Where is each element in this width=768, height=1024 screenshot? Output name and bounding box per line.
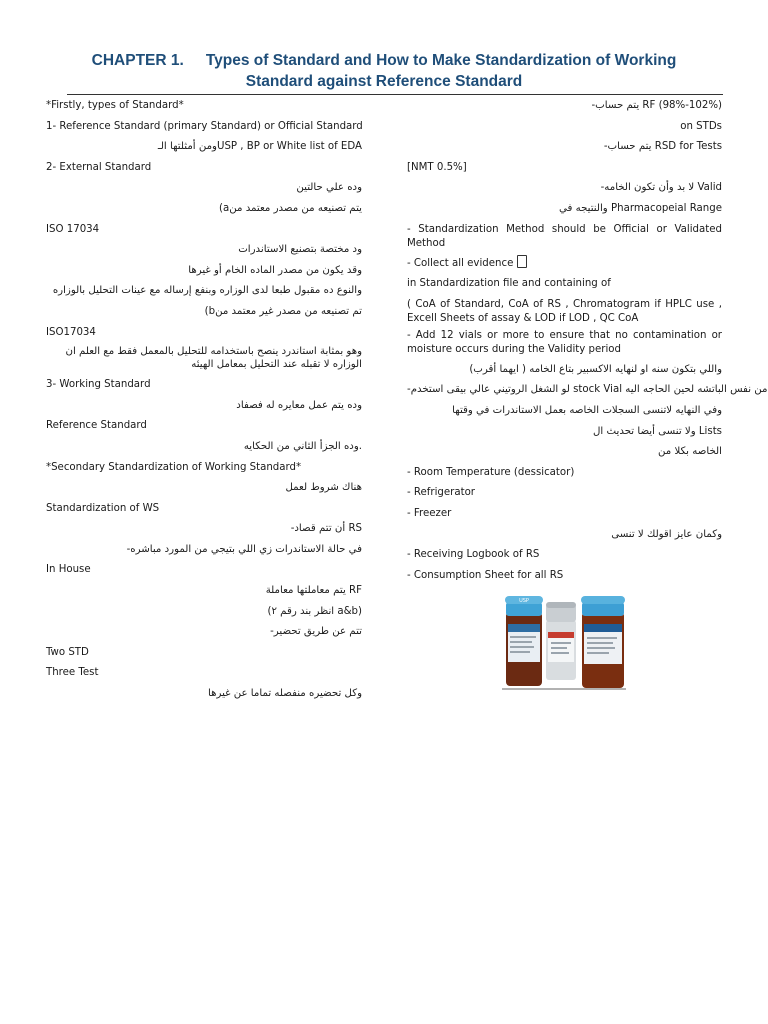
right-col-line-text: -لو الشغل الروتيني عالي بيقى استخدم stock Vial من نفس الباتشه لحين الحاجه اليه	[407, 384, 768, 396]
right-col-line-text: - Room Temperature (dessicator)	[407, 466, 575, 478]
left-col-line	[46, 345, 362, 371]
right-col-line-text: - Freezer	[407, 507, 452, 519]
left-col-line	[46, 261, 362, 282]
left-col-line	[46, 602, 362, 623]
left-col-line-text: -في حالة الاستاندرات زي اللي بتيجي من المورد مباشره	[126, 543, 362, 555]
right-col-line-text: واللي بتكون سنه او لنهايه الاكسبير بتاع الخامه ( ايهما أقرب)	[469, 363, 722, 375]
right-col-line	[407, 566, 722, 587]
left-col-line	[46, 117, 362, 138]
left-col-line	[46, 458, 362, 479]
left-col-line-text: (aيتم تصنيعه من مصدر معتمد من	[219, 202, 362, 214]
left-column	[46, 96, 362, 705]
right-col-line	[407, 254, 722, 275]
right-col-line	[407, 380, 768, 401]
left-col-line	[46, 199, 362, 220]
left-col-line-text: ISO17034	[46, 326, 96, 338]
right-col-line	[407, 442, 722, 463]
left-col-line-text: ISO 17034	[46, 223, 100, 235]
standard-vials-image	[496, 594, 632, 690]
left-col-line	[46, 396, 362, 417]
left-col-line-text: *Firstly, types of Standard*	[46, 100, 184, 111]
left-col-line	[46, 540, 362, 561]
left-col-line-text: 3- Working Standard	[46, 379, 151, 391]
left-col-line-text: ود مختصة بتصنيع الاستاندرات	[238, 244, 362, 256]
left-col-line	[46, 560, 362, 581]
left-col-line	[46, 96, 362, 117]
right-col-line-text: - Consumption Sheet for all RS	[407, 569, 564, 581]
right-col-line-text: - Collect all evidence	[407, 257, 514, 269]
right-col-line-text: on STDs	[680, 120, 722, 132]
right-col-line-text: - Add 12 vials or more to ensure that no contamination or moisture occurs during the Validity period	[407, 329, 722, 355]
vial-left	[505, 596, 543, 686]
title-divider	[67, 94, 723, 95]
left-col-line	[46, 581, 362, 602]
right-col-line-text: -لا بد وأن تكون الخامه Valid	[600, 182, 722, 194]
left-col-line-text: وده علي حالتين	[296, 182, 362, 194]
right-col-line	[407, 463, 722, 484]
right-col-line	[407, 545, 722, 566]
left-col-line-text: وهو بمثابة استاندرد ينصح باستخدامه للتحليل بالمعمل فقط مع العلم ان الوزاره لا تقبله عند التحليل بمعامل الهيئه	[65, 346, 362, 371]
left-col-line-text: 1- Reference Standard (primary Standard) or Official Standard	[46, 120, 363, 132]
left-col-line-text: وده الجزأ الثاني من الحكايه.	[243, 440, 362, 452]
left-col-line-text: هناك شروط لعمل	[285, 482, 362, 494]
vial-cap-label: USP	[519, 598, 529, 604]
left-col-line	[46, 375, 362, 396]
right-col-line	[407, 96, 722, 117]
right-col-line-text: - Receiving Logbook of RS	[407, 549, 540, 561]
left-col-line	[46, 416, 362, 437]
left-col-line	[46, 137, 362, 158]
left-col-line-text: (bتم تصنيعه من مصدر غير معتمد من	[204, 305, 362, 317]
right-column	[407, 96, 768, 586]
right-col-line	[407, 504, 722, 525]
left-col-line-text: Three Test	[46, 667, 99, 679]
right-col-line-text: in Standardization file and containing of	[407, 278, 611, 290]
right-col-line	[407, 483, 722, 504]
document-icon	[517, 255, 527, 268]
left-col-line-text: Reference Standard	[46, 420, 147, 432]
chapter-title	[46, 50, 722, 92]
left-col-line-text: ومن أمثلتها الـUSP , BP or White list of EDA	[157, 141, 362, 153]
right-col-line-text: وكمان عايز اقولك لا تنسى	[611, 528, 722, 540]
right-col-line	[407, 178, 722, 199]
left-col-line-text: Standardization of WS	[46, 502, 160, 514]
left-col-line	[46, 643, 362, 664]
left-col-line-text: In House	[46, 564, 91, 576]
right-col-line-text: - Refrigerator	[407, 487, 475, 499]
right-col-line	[407, 137, 722, 158]
chapter-number: CHAPTER 1.	[91, 52, 184, 69]
right-col-line-text: -يتم حساب RSD for Tests	[603, 141, 722, 153]
left-col-line-text: والنوع ده مقبول طبعا لدى الوزاره وبنفع إرساله مع عينات التحليل بالوزاره	[52, 285, 362, 297]
left-col-line-text: وده يتم عمل معايره له فصفاد	[236, 399, 362, 411]
left-col-line	[46, 323, 362, 344]
left-col-line	[46, 281, 362, 302]
left-col-line-text: وقد يكون من مصدر الماده الخام أو غيرها	[188, 264, 362, 276]
left-col-line-text: -تتم عن طريق تحضير	[270, 626, 362, 638]
left-col-line	[46, 519, 362, 540]
right-col-line-text: الخاصه بكلا من	[658, 446, 722, 458]
left-col-line	[46, 478, 362, 499]
vial-middle	[546, 602, 576, 680]
right-col-line	[407, 329, 722, 357]
right-col-line	[407, 199, 722, 220]
right-col-line	[407, 422, 722, 443]
left-col-line	[46, 499, 362, 520]
left-col-line	[46, 178, 362, 199]
right-col-line-text: والنتيجه في Pharmacopeial Range	[559, 202, 722, 214]
left-col-line	[46, 622, 362, 643]
left-col-line-text: 2- External Standard	[46, 161, 152, 173]
left-col-line	[46, 240, 362, 261]
left-col-line-text: (انظر بند رقم ٢ a&b)	[267, 605, 362, 617]
left-col-line	[46, 663, 362, 684]
left-col-line-text: وكل تحضيره منفصله تماما عن غيرها	[207, 688, 362, 700]
left-col-line	[46, 437, 362, 458]
left-col-line	[46, 220, 362, 241]
vial-right	[581, 596, 625, 688]
right-col-line	[407, 401, 722, 422]
chapter-title-line1: Types of Standard and How to Make Standardization of Working	[205, 52, 677, 69]
right-col-line-text: -يتم حساب RF (98%-102%)	[591, 100, 722, 111]
right-col-line	[407, 360, 722, 381]
right-col-line	[407, 274, 722, 295]
right-col-line	[407, 298, 722, 326]
left-col-line	[46, 302, 362, 323]
right-col-line-text: وفي النهايه لاتنسى السجلات الخاصه بعمل الاستاندرات في وقتها	[452, 404, 722, 416]
left-col-line-text: يتم معاملتها معاملة RF	[265, 585, 362, 597]
left-col-line-text: Two STD	[46, 646, 89, 658]
left-col-line	[46, 158, 362, 179]
right-col-line	[407, 158, 722, 179]
left-col-line-text: -أن تتم قصاد RS	[290, 523, 362, 535]
right-col-line	[407, 525, 722, 546]
right-col-line-text: [NMT 0.5%]	[407, 161, 467, 173]
right-col-line-text: ولا تنسى أيضا تحديث ال Lists	[593, 425, 722, 437]
right-col-line	[407, 223, 722, 251]
right-col-line-text: - Standardization Method should be Official or Validated Method	[407, 223, 722, 249]
right-col-line	[407, 117, 722, 138]
right-col-line-text: ( CoA of Standard, CoA of RS , Chromatogram if HPLC use , Excell Sheets of assay & LOD if LOD , QC CoA	[407, 298, 722, 324]
left-col-line	[46, 684, 362, 705]
chapter-title-line2: Standard against Reference Standard	[245, 73, 523, 90]
left-col-line-text: *Secondary Standardization of Working Standard*	[46, 461, 302, 473]
